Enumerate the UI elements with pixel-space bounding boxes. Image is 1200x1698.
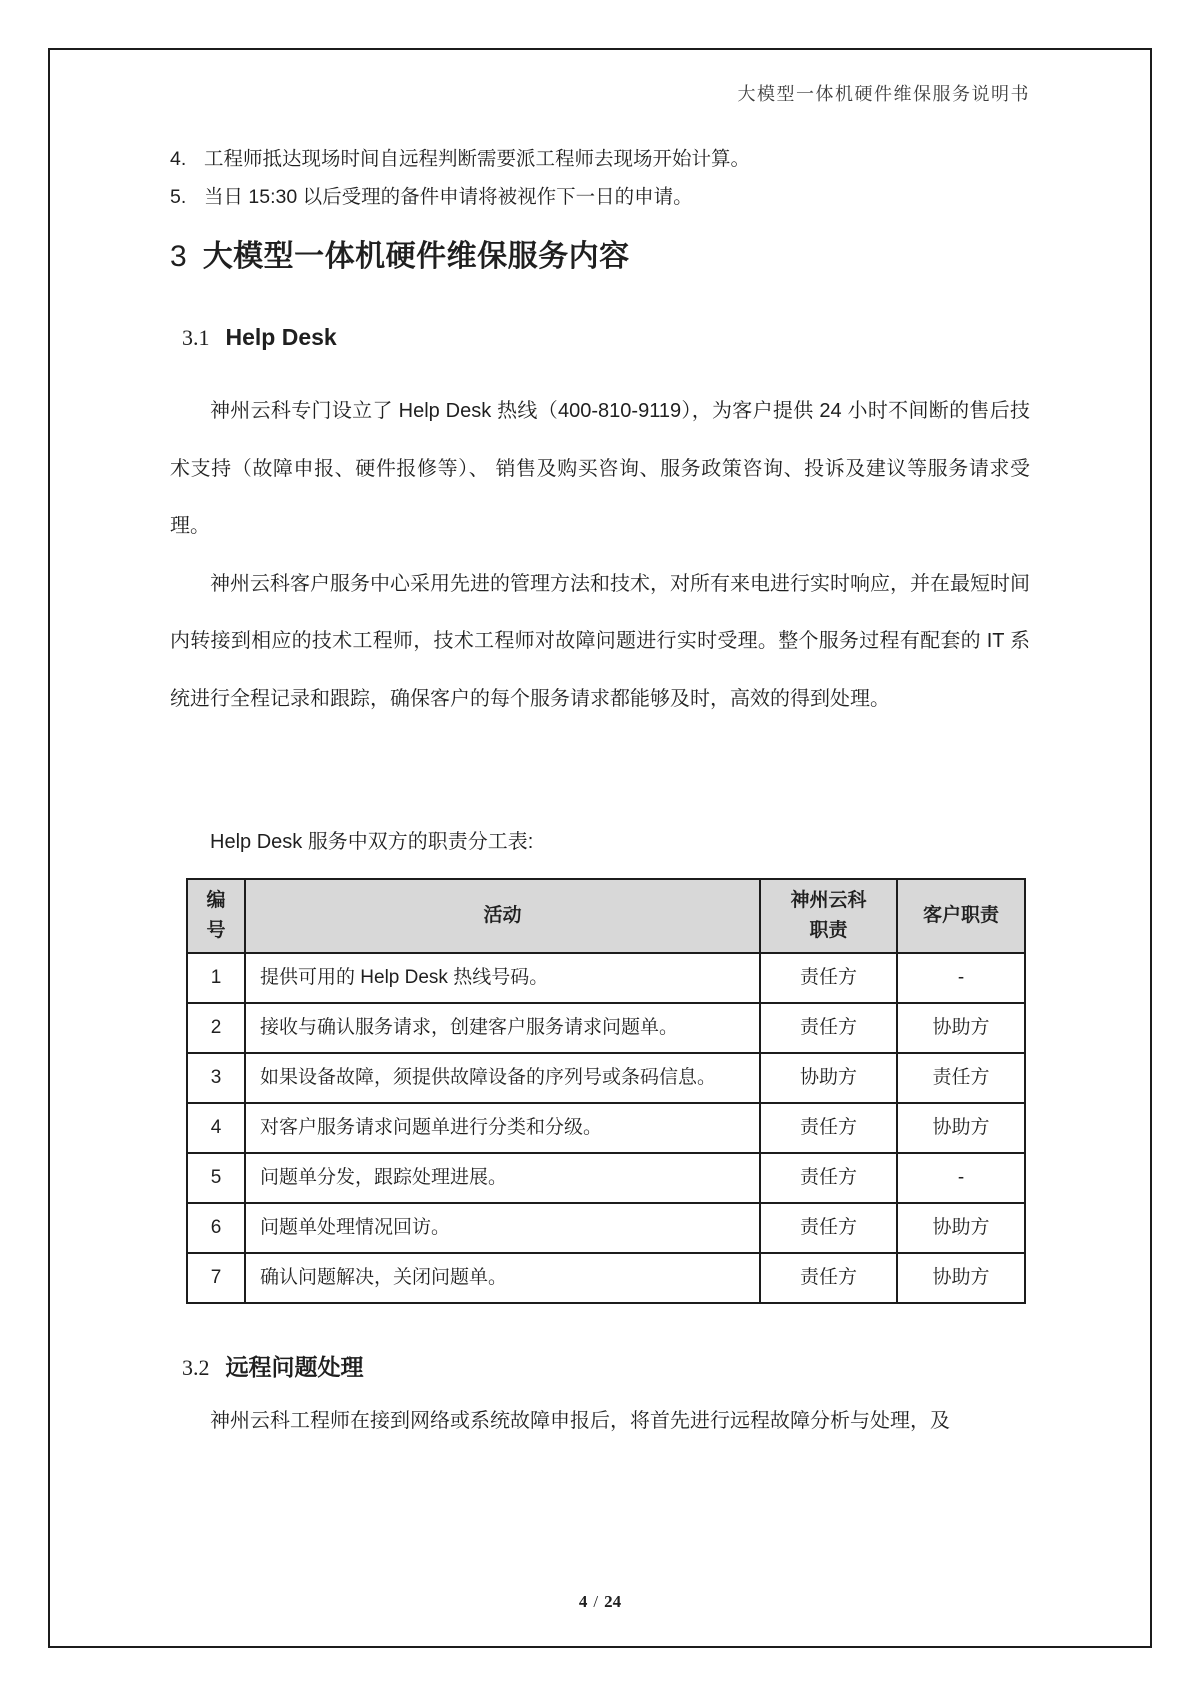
table-row — [187, 1103, 1025, 1153]
cell-customer-role: - — [897, 1153, 1025, 1203]
section-title: Help Desk — [225, 324, 337, 350]
cell-id: 2 — [187, 1003, 245, 1053]
document-header-title: 大模型一体机硬件维保服务说明书 — [737, 84, 1030, 104]
list-item-text: 工程师抵达现场时间自远程判断需要派工程师去现场开始计算。 — [204, 148, 751, 170]
cell-vendor-role: 协助方 — [760, 1053, 897, 1103]
cell-vendor-role: 责任方 — [760, 953, 897, 1003]
page-number — [50, 1592, 1150, 1612]
section-number: 3.1 — [182, 325, 210, 350]
section-heading-3-2 — [170, 1350, 1030, 1385]
table-row — [187, 1053, 1025, 1103]
cell-activity: 问题单分发，跟踪处理进展。 — [245, 1153, 760, 1203]
cell-customer-role: 责任方 — [897, 1053, 1025, 1103]
cell-id: 4 — [187, 1103, 245, 1153]
cell-activity: 如果设备故障，须提供故障设备的序列号或条码信息。 — [245, 1053, 760, 1103]
cell-id: 7 — [187, 1253, 245, 1303]
cell-vendor-role: 责任方 — [760, 1203, 897, 1253]
table-row — [187, 1253, 1025, 1303]
cell-id: 6 — [187, 1203, 245, 1253]
responsibilities-table — [186, 878, 1026, 1304]
list-item — [170, 140, 1030, 178]
cell-id: 3 — [187, 1053, 245, 1103]
section-heading-3 — [170, 236, 1030, 278]
table-row — [187, 1203, 1025, 1253]
list-item — [170, 178, 1030, 216]
table-row — [187, 1003, 1025, 1053]
cell-customer-role: 协助方 — [897, 1253, 1025, 1303]
page-number-separator: / — [593, 1592, 599, 1611]
paragraph: 神州云科工程师在接到网络或系统故障申报后，将首先进行远程故障分析与处理，及 — [210, 1410, 950, 1432]
cell-activity: 接收与确认服务请求，创建客户服务请求问题单。 — [245, 1003, 760, 1053]
page-number-current: 4 — [578, 1592, 588, 1611]
cell-id: 1 — [187, 953, 245, 1003]
table-row — [187, 1153, 1025, 1203]
table-intro-text: Help Desk 服务中双方的职责分工表: — [210, 831, 534, 853]
section-title: 远程问题处理 — [225, 1354, 364, 1380]
cell-customer-role: 协助方 — [897, 1203, 1025, 1253]
cell-vendor-role: 责任方 — [760, 1103, 897, 1153]
section-title: 大模型一体机硬件维保服务内容 — [202, 240, 630, 273]
section-number: 3.2 — [182, 1355, 210, 1380]
cell-activity: 提供可用的 Help Desk 热线号码。 — [245, 953, 760, 1003]
table-row — [187, 953, 1025, 1003]
section-heading-3-1 — [170, 320, 1030, 355]
ordered-list — [170, 140, 1030, 216]
cell-customer-role: - — [897, 953, 1025, 1003]
header-cell-vendor — [760, 879, 897, 953]
header-cell-activity: 活动 — [245, 879, 760, 953]
section-number: 3 — [170, 240, 187, 273]
header-cell-id: 编号 — [187, 879, 245, 953]
header-cell-vendor-line1: 神州云科 — [790, 890, 867, 911]
list-item-text: 当日 15:30 以后受理的备件申请将被视作下一日的申请。 — [204, 186, 693, 208]
cell-customer-role: 协助方 — [897, 1003, 1025, 1053]
cell-vendor-role: 责任方 — [760, 1003, 897, 1053]
list-item-number: 5. — [170, 186, 187, 208]
cell-activity: 对客户服务请求问题单进行分类和分级。 — [245, 1103, 760, 1153]
cell-activity: 确认问题解决，关闭问题单。 — [245, 1253, 760, 1303]
cell-customer-role: 协助方 — [897, 1103, 1025, 1153]
cell-id: 5 — [187, 1153, 245, 1203]
cell-vendor-role: 责任方 — [760, 1253, 897, 1303]
header-cell-vendor-line2: 职责 — [809, 920, 848, 941]
cell-activity: 问题单处理情况回访。 — [245, 1203, 760, 1253]
paragraph: 神州云科专门设立了 Help Desk 热线（400-810-9119），为客户提供 24 小时不间断的售后技术支持（故障申报、硬件报修等）、 销售及购买咨询、服务政策咨询、投诉及建议等服务请求受理。 — [170, 400, 1030, 537]
page-border — [48, 48, 1152, 1648]
table-header-row — [187, 879, 1025, 953]
cell-vendor-role: 责任方 — [760, 1153, 897, 1203]
page-number-total: 24 — [604, 1592, 622, 1611]
list-item-number: 4. — [170, 148, 187, 170]
header-cell-customer: 客户职责 — [897, 879, 1025, 953]
paragraph: 神州云科客户服务中心采用先进的管理方法和技术，对所有来电进行实时响应，并在最短时间内转接到相应的技术工程师，技术工程师对故障问题进行实时受理。整个服务过程有配套的 IT 系统进行全程记录和跟踪，确保客户的每个服务请求都能够及时，高效的得到处理。 — [170, 572, 1030, 710]
